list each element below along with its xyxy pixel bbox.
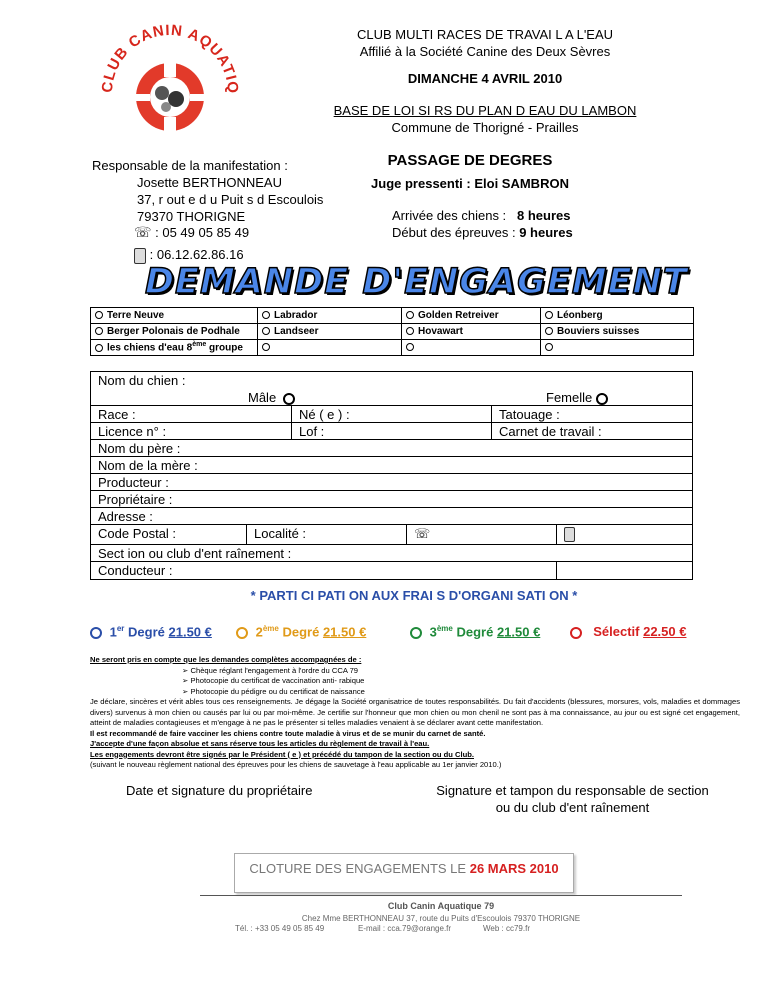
mobile-phone-icon xyxy=(564,527,575,542)
event-date: DIMANCHE 4 AVRIL 2010 xyxy=(407,71,563,86)
commune: Commune de Thorigné - Prailles xyxy=(391,120,579,135)
list-item: ➢ Chèque réglant l'engagement à l'ordre du CCA 79 xyxy=(182,665,359,675)
fees-title: * PARTI CI PATI ON AUX FRAI S D'ORGANI SATI ON * xyxy=(250,588,578,603)
form-row xyxy=(91,457,692,474)
radio-icon xyxy=(570,627,582,639)
responsable-mobile: : 06.12.62.86.16 xyxy=(134,247,244,264)
fee-option-3[interactable]: 3ème Degré 21.50 € xyxy=(410,624,540,639)
form-row xyxy=(91,406,692,423)
race-field[interactable]: Race : xyxy=(98,407,136,422)
section-signature-label-1: Signature et tampon du responsable de section xyxy=(436,783,709,798)
notes xyxy=(90,655,740,771)
footer-name: Club Canin Aquatique 79 xyxy=(387,901,495,911)
signature-rule: Les engagements devront être signés par le Président ( e ) et précédé du tampon de la section ou du Club. xyxy=(90,749,474,759)
fee-option-2[interactable]: 2ème Degré 21.50 € xyxy=(236,624,366,639)
footer-tel: Tél. : +33 05 49 05 85 49 xyxy=(235,924,325,933)
radio-icon xyxy=(236,627,248,639)
club-line: CLUB MULTI RACES DE TRAVAI L A L'EAU xyxy=(356,27,614,42)
responsable-label: Responsable de la manifestation : xyxy=(92,158,288,173)
radio-icon xyxy=(545,311,553,319)
owner-field[interactable]: Propriétaire : xyxy=(98,492,173,507)
producer-field[interactable]: Producteur : xyxy=(98,475,169,490)
female-option[interactable]: Femelle xyxy=(539,389,612,406)
fee-option-1[interactable]: 1er Degré 21.50 € xyxy=(90,624,212,639)
list-item: ➢ Photocopie du pédigre ou du certificat de naissance xyxy=(182,686,365,696)
phone-icon: ☏ xyxy=(414,526,431,541)
radio-icon xyxy=(406,327,414,335)
postal-field[interactable]: Code Postal : xyxy=(98,526,177,541)
phone-field[interactable] xyxy=(406,525,556,545)
acceptance: J'accepte d'une façon absolue et sans réserve tous les articles du règlement de travail à l'eau. xyxy=(90,739,430,748)
radio-icon xyxy=(95,344,103,352)
judge: Juge pressenti : Eloi SAMBRON xyxy=(371,176,569,191)
radio-icon xyxy=(545,343,553,351)
form-row xyxy=(91,525,692,545)
table-row xyxy=(91,324,694,340)
responsable-address: 37, r out e d u Puit s d Escoulois xyxy=(137,192,324,207)
responsable-name: Josette BERTHONNEAU xyxy=(137,175,282,190)
main-title: DEMANDE D'ENGAGEMENT xyxy=(145,262,688,302)
declaration: Je déclare, sincères et vérit ables tous ces renseignements. Je dégage la Société organisatrice de toutes responsabilités. Du fait d'accidents (blessures, morsures, vols, maladies et dommages divers) survenus à mon chien ou causés par lui ou par moi-même. Je certifie sur l'honneur que mon chien ou mon chenil ne sont pas à ma connaissance, au jour ou est signé cet engagement, atteint de maladies contagieuses et m'engage à ne pas le présenter si telles maladies venaient à se déclarer avant cette manifestation. xyxy=(90,697,740,727)
form-row xyxy=(91,389,692,406)
footer-email[interactable]: E-mail : cca.79@orange.fr xyxy=(358,924,452,933)
form-row xyxy=(91,562,692,579)
radio-icon xyxy=(406,311,414,319)
father-field[interactable]: Nom du père : xyxy=(98,441,181,456)
breed-option[interactable]: Terre Neuve xyxy=(91,308,258,324)
form-row xyxy=(91,491,692,508)
breed-option[interactable]: Léonberg xyxy=(541,308,694,324)
section-signature-label-2: ou du club d'ent raînement xyxy=(495,800,650,815)
breeds-table xyxy=(90,307,694,356)
address-field[interactable]: Adresse : xyxy=(98,509,153,524)
radio-icon xyxy=(596,393,608,405)
radio-icon xyxy=(262,327,270,335)
form-row xyxy=(91,545,692,562)
footer-divider xyxy=(200,895,682,896)
rule-reference: (suivant le nouveau règlement national des épreuves pour les chiens de sauvetage à l'eau applicable au 1er janvier 2010.) xyxy=(90,760,502,769)
radio-icon xyxy=(406,343,414,351)
locality-field[interactable]: Localité : xyxy=(246,525,406,545)
registration-form xyxy=(90,371,693,580)
start: Début des épreuves : 9 heures xyxy=(392,225,573,240)
radio-icon xyxy=(283,393,295,405)
phone-icon: ☏ xyxy=(134,224,152,240)
section-field[interactable]: Sect ion ou club d'ent raînement : xyxy=(98,546,292,561)
breed-option[interactable]: Bouviers suisses xyxy=(541,324,694,340)
table-row xyxy=(91,340,694,356)
breed-option[interactable] xyxy=(541,340,694,356)
radio-icon xyxy=(262,343,270,351)
born-field[interactable]: Né ( e ) : xyxy=(291,406,491,423)
form-row xyxy=(91,423,692,440)
breed-option[interactable] xyxy=(402,340,541,356)
driver-field[interactable]: Conducteur : xyxy=(91,562,557,579)
closing-box xyxy=(234,853,574,893)
footer-address: Chez Mme BERTHONNEAU 37, route du Puits d'Escoulois 79370 THORIGNE xyxy=(301,914,581,923)
tattoo-field[interactable]: Tatouage : xyxy=(491,406,693,423)
event-title: PASSAGE DE DEGRES xyxy=(387,152,553,169)
footer-web[interactable]: Web : cc79.fr xyxy=(483,924,530,933)
breed-option[interactable]: Labrador xyxy=(258,308,402,324)
form-row xyxy=(91,508,692,525)
notes-heading: Ne seront pris en compte que les demandes complètes accompagnées de : xyxy=(90,655,362,664)
form-row xyxy=(91,440,692,457)
breed-option[interactable]: Landseer xyxy=(258,324,402,340)
work-book-field[interactable]: Carnet de travail : xyxy=(491,423,693,440)
logo-arc-text: CLUB CANIN AQUATIQ xyxy=(98,21,240,95)
affiliation: Affilié à la Société Canine des Deux Sèvres xyxy=(359,44,611,59)
closing-label: CLOTURE DES ENGAGEMENTS LE xyxy=(249,861,467,876)
radio-icon xyxy=(95,311,103,319)
arrival: Arrivée des chiens : 8 heures xyxy=(392,208,571,223)
breed-option[interactable]: les chiens d'eau 8ème groupe xyxy=(91,340,258,356)
fee-option-selectif[interactable]: Sélectif 22.50 € xyxy=(570,624,686,639)
radio-icon xyxy=(545,327,553,335)
radio-icon xyxy=(410,627,422,639)
responsable-phone: ☏ : 05 49 05 85 49 xyxy=(134,224,250,240)
breed-option[interactable]: Golden Retreiver xyxy=(402,308,541,324)
event-location: BASE DE LOI SI RS DU PLAN D EAU DU LAMBON xyxy=(333,103,637,118)
table-row xyxy=(91,308,694,324)
lof-field[interactable]: Lof : xyxy=(291,423,491,440)
recommendation: Il est recommandé de faire vacciner les chiens contre toute maladie à virus et de se munir du carnet de santé. xyxy=(90,728,486,738)
radio-icon xyxy=(262,311,270,319)
radio-icon xyxy=(95,327,103,335)
list-item: ➢ Photocopie du certificat de vaccination anti- rabique xyxy=(182,676,365,685)
closing-date: 26 MARS 2010 xyxy=(469,861,559,876)
owner-signature-label: Date et signature du propriétaire xyxy=(126,783,313,798)
radio-icon xyxy=(90,627,102,639)
club-logo xyxy=(90,15,240,140)
form-row xyxy=(91,372,692,389)
form-row xyxy=(91,474,692,491)
mother-field[interactable]: Nom de la mère : xyxy=(98,458,198,473)
breed-option[interactable] xyxy=(258,340,402,356)
breed-option[interactable]: Hovawart xyxy=(402,324,541,340)
breed-option[interactable]: Berger Polonais de Podhale xyxy=(91,324,258,340)
male-option[interactable]: Mâle xyxy=(241,389,299,406)
mobile-field[interactable] xyxy=(556,525,693,545)
responsable-city: 79370 THORIGNE xyxy=(137,209,246,224)
licence-field[interactable]: Licence n° : xyxy=(98,424,167,439)
dog-name-field[interactable]: Nom du chien : xyxy=(98,373,186,388)
